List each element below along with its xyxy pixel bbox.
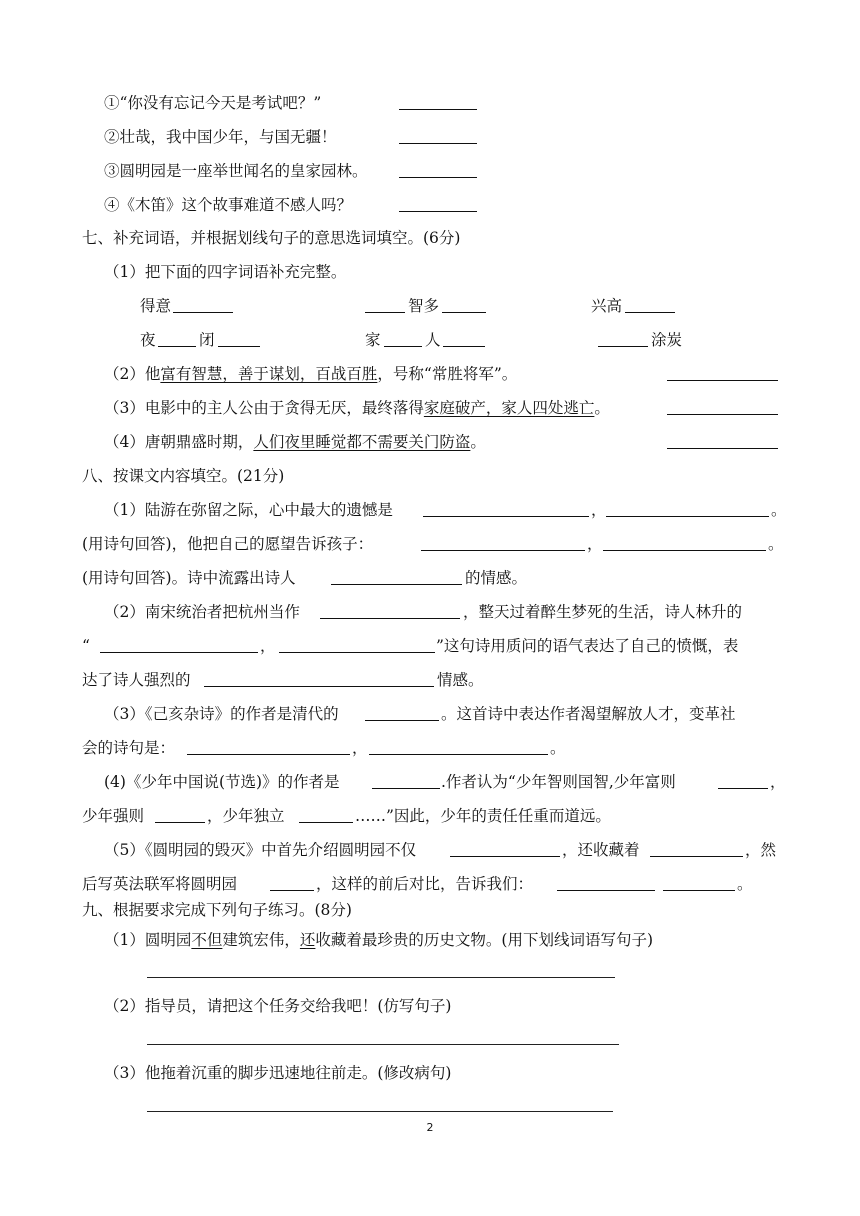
s8-p4-line-2 — [0, 800, 860, 832]
s8-p5-text: ，然 — [745, 841, 777, 859]
s9-q2 — [0, 990, 860, 1022]
s9-q1-mid: 建筑宏伟， — [222, 931, 300, 949]
s7-q2-text — [104, 358, 517, 390]
s6-item-2-text: ②壮哉，我中国少年，与国无疆！ — [104, 128, 337, 146]
s8-p4-line-1 — [0, 766, 860, 798]
s8-p2-text: （2）南宋统治者把杭州当作 — [104, 603, 300, 621]
s9-q1-pre: （1）圆明园 — [104, 931, 192, 949]
answer-blank[interactable] — [718, 788, 768, 789]
word-blank[interactable] — [365, 312, 405, 313]
s6-item-2 — [0, 121, 860, 153]
word-blank[interactable] — [218, 346, 260, 347]
s8-p2-text: ”这句诗用质问的语气表达了自己的愤慨，表 — [436, 637, 739, 655]
period: 。 — [737, 875, 753, 893]
word-blank[interactable] — [384, 346, 422, 347]
s8-p3-text: （3）《己亥杂诗》的作者是清代的 — [104, 705, 339, 723]
s7-q4-post: 。 — [470, 433, 486, 451]
s7-q3-text — [104, 392, 610, 424]
word-5b: 人 — [425, 331, 441, 349]
answer-blank[interactable] — [399, 109, 477, 110]
s8-p1-text: (用诗句回答)。诗中流露出诗人 — [82, 569, 296, 587]
s8-p2-line-3 — [0, 664, 860, 696]
s8-p2-text: 情感。 — [437, 671, 484, 689]
answer-blank[interactable] — [320, 618, 460, 619]
word-5a: 家 — [365, 331, 381, 349]
s6-item-1 — [0, 87, 860, 119]
answer-blank[interactable] — [204, 686, 434, 687]
s9-q3-text: （3）他拖着沉重的脚步迅速地往前走。(修改病句) — [104, 1064, 452, 1082]
s8-p4-text: .作者认为“少年智则国智,少年富则 — [441, 773, 676, 791]
s9-q1-text — [104, 924, 653, 956]
s7-q4-text — [104, 426, 486, 458]
comma: ， — [587, 535, 603, 553]
word-blank[interactable] — [173, 312, 233, 313]
s8-p5-line-1 — [0, 834, 860, 866]
answer-blank[interactable] — [187, 754, 350, 755]
s7-heading-text: 七、补充词语，并根据划线句子的意思选词填空。(6分) — [82, 229, 461, 247]
s7-q1-text: （1）把下面的四字词语补充完整。 — [104, 263, 347, 281]
s8-heading-text: 八、按课文内容填空。(21分) — [82, 467, 285, 485]
s9-q1-underlined-2: 还 — [299, 931, 316, 949]
s7-q1 — [0, 256, 860, 288]
s8-p1-text: 的情感。 — [465, 569, 528, 587]
answer-blank[interactable] — [667, 380, 778, 381]
answer-blank[interactable] — [421, 550, 585, 551]
answer-blank[interactable] — [399, 211, 477, 212]
s6-item-4 — [0, 189, 860, 221]
word-4a: 夜 — [140, 331, 156, 349]
s6-item-3 — [0, 155, 860, 187]
word-6: 涂炭 — [651, 331, 683, 349]
s8-p1-line-2 — [0, 528, 860, 560]
word-3: 兴高 — [591, 297, 623, 315]
s7-q2 — [0, 358, 860, 390]
s9-q1 — [0, 924, 860, 956]
s8-p3-line-1 — [0, 698, 860, 730]
comma: ， — [352, 739, 368, 757]
word-blank[interactable] — [442, 312, 486, 313]
s8-p5-text: ，还收藏着 — [562, 841, 640, 859]
answer-blank[interactable] — [606, 516, 769, 517]
writing-line[interactable] — [147, 1111, 613, 1112]
s9-q3 — [0, 1057, 860, 1089]
period: 。 — [768, 535, 784, 553]
s7-q2-post: ，号称“常胜将军”。 — [377, 365, 518, 383]
word-1: 得意 — [140, 297, 172, 315]
s7-q4 — [0, 426, 860, 458]
answer-blank[interactable] — [279, 652, 435, 653]
s8-p4-text: (4)《少年中国说(节选)》的作者是 — [104, 773, 340, 791]
s8-p3-line-2 — [0, 732, 860, 764]
answer-blank[interactable] — [155, 822, 205, 823]
s8-p4-text: 少年强则 — [82, 807, 145, 825]
s8-p5-text: （5）《圆明园的毁灭》中首先介绍圆明园不仅 — [104, 841, 417, 859]
answer-blank[interactable] — [667, 448, 778, 449]
writing-line[interactable] — [147, 977, 615, 978]
s9-q2-text: （2）指导员，请把这个任务交给我吧！(仿写句子) — [104, 997, 452, 1015]
answer-blank[interactable] — [423, 516, 589, 517]
s7-heading — [0, 222, 860, 254]
word-4b: 闭 — [199, 331, 215, 349]
answer-blank[interactable] — [365, 720, 439, 721]
s7-q2-pre: （2）他 — [104, 365, 161, 383]
answer-blank[interactable] — [399, 143, 477, 144]
word-blank[interactable] — [598, 346, 648, 347]
s7-words-row-1 — [0, 290, 860, 322]
answer-blank[interactable] — [299, 822, 353, 823]
s8-p3-text: 。这首诗中表达作者渴望解放人才，变革社 — [441, 705, 736, 723]
answer-blank[interactable] — [603, 550, 766, 551]
s7-q4-pre: （4）唐朝鼎盛时期， — [104, 433, 254, 451]
word-blank[interactable] — [443, 346, 485, 347]
s8-p3-text: 会的诗句是： — [82, 739, 176, 757]
s7-q3-post: 。 — [594, 399, 610, 417]
answer-blank[interactable] — [270, 890, 314, 891]
s7-q2-underlined: 富有智慧，善于谋划，百战百胜 — [160, 365, 378, 383]
answer-blank[interactable] — [450, 856, 560, 857]
answer-blank[interactable] — [650, 856, 743, 857]
s8-p1-text: （1）陆游在弥留之际，心中最大的遗憾是 — [104, 501, 393, 519]
s7-q4-underlined: 人们夜里睡觉都不需要关门防盗 — [253, 433, 471, 451]
s8-p2-text: ，整天过着醉生梦死的生活，诗人林升的 — [463, 603, 743, 621]
s9-heading — [0, 894, 860, 926]
answer-blank[interactable] — [399, 177, 477, 178]
s8-p2-text: 达了诗人强烈的 — [82, 671, 191, 689]
s8-p2-line-2 — [0, 630, 860, 662]
word-blank[interactable] — [158, 346, 196, 347]
s9-q1-post: 收藏着最珍贵的历史文物。(用下划线词语写句子) — [315, 931, 654, 949]
s8-p4-text: ……”因此，少年的责任任重而道远。 — [355, 807, 611, 825]
word-blank[interactable] — [625, 312, 675, 313]
s6-item-4-text: ④《木笛》这个故事难道不感人吗？ — [104, 196, 353, 214]
word-2: 智多 — [408, 297, 440, 315]
answer-blank[interactable] — [100, 652, 258, 653]
s8-p1-line-1 — [0, 494, 860, 526]
s8-p4-text: ，少年独立 — [207, 807, 285, 825]
period: 。 — [550, 739, 566, 757]
answer-blank[interactable] — [369, 754, 548, 755]
s7-q3 — [0, 392, 860, 424]
comma: ， — [591, 501, 607, 519]
quote-open: “ — [82, 637, 90, 655]
answer-blank[interactable] — [663, 890, 735, 891]
page-number: 2 — [426, 1121, 434, 1134]
s9-heading-text: 九、根据要求完成下列句子练习。(8分) — [82, 901, 352, 919]
writing-line[interactable] — [147, 1044, 619, 1045]
answer-blank[interactable] — [331, 584, 462, 585]
answer-blank[interactable] — [557, 890, 655, 891]
s8-p5-text: 后写英法联军将圆明园 — [82, 875, 238, 893]
s6-item-3-text: ③圆明园是一座举世闻名的皇家园林。 — [104, 162, 368, 180]
answer-blank[interactable] — [372, 788, 440, 789]
comma: ， — [770, 773, 786, 791]
s8-p1-line-3 — [0, 562, 860, 594]
s6-item-1-text: ①“你没有忘记今天是考试吧？” — [104, 94, 322, 112]
s7-words-row-2 — [0, 324, 860, 356]
comma: ， — [260, 637, 276, 655]
s8-p2-line-1 — [0, 596, 860, 628]
answer-blank[interactable] — [667, 414, 778, 415]
period: 。 — [771, 501, 787, 519]
s7-q3-pre: （3）电影中的主人公由于贪得无厌，最终落得 — [104, 399, 424, 417]
s7-q3-underlined: 家庭破产，家人四处逃亡 — [423, 399, 595, 417]
s8-p1-text: (用诗句回答)，他把自己的愿望告诉孩子： — [82, 535, 374, 553]
s8-p5-text: ，这样的前后对比，告诉我们： — [316, 875, 534, 893]
s8-heading — [0, 460, 860, 492]
s9-q1-underlined-1: 不但 — [191, 931, 223, 949]
